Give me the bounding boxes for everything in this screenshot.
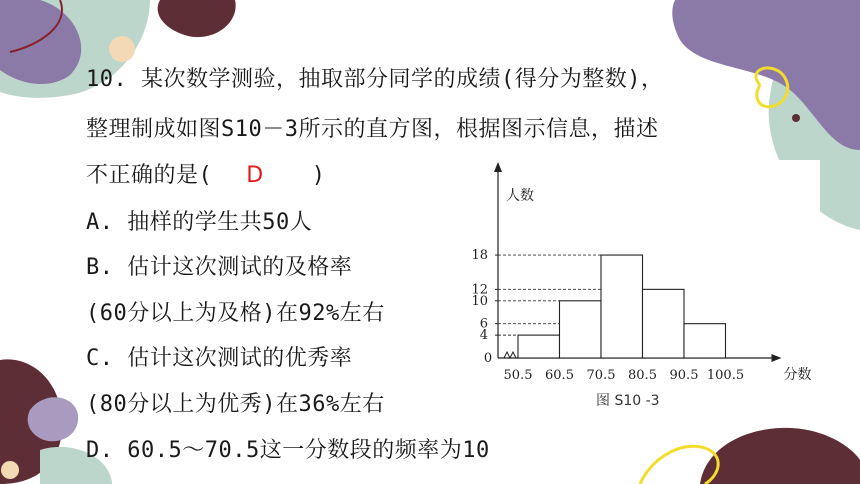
x-tick-label: 90.5 [669,368,699,383]
x-tick-label: 50.5 [503,368,533,383]
figure-caption: 图 S10 -3 [596,393,660,409]
x-axis-arrow [772,354,782,362]
purple-blob-top-right [672,0,860,150]
x-tick-label: 100.5 [706,368,745,383]
option-b-detail: (60分以上为及格)在92%左右 [86,301,385,326]
y-tick-label: 4 [479,328,488,344]
option-d: D. 60.5～70.5这一分数段的频率为10 [86,438,490,463]
peach-dot-top [109,36,135,62]
y-axis-arrow [494,162,502,172]
question-line-2: 整理制成如图S10－3所示的直方图，根据图示信息，描述 [86,117,659,142]
histogram-bar [601,255,643,358]
y-tick-label: 10 [471,293,488,309]
option-a: A. 抽样的学生共50人 [86,210,313,235]
peach-dot-bottom [1,461,19,479]
x-tick-label: 60.5 [545,368,574,383]
histogram-bar [560,301,602,358]
question-line-1: 10. 某次数学测验，抽取部分同学的成绩(得分为整数)， [86,67,664,92]
y-tick-label: 12 [471,282,488,298]
histogram-bar [518,335,560,358]
x-tick-label: 70.5 [586,368,616,383]
histogram-figure [471,160,820,416]
histogram-bar [643,289,685,358]
axis-break-mark [504,352,516,358]
option-b: B. 估计这次测试的及格率 [86,255,353,280]
x-tick-label: 80.5 [628,368,657,383]
y-axis-label: 人数 [506,188,534,204]
y-tick-label: 6 [479,316,488,332]
option-c-detail: (80分以上为优秀)在36%左右 [86,392,385,417]
question-prefix: 不正确的是( [86,163,213,188]
y-tick-label: 18 [471,248,488,264]
answer-text: D [246,163,264,188]
histogram-bar [684,324,726,358]
question-suffix: ) [311,163,326,188]
origin-label: 0 [483,351,493,366]
maroon-blob-top [158,0,236,37]
x-axis-label: 分数 [783,367,812,383]
option-c: C. 估计这次测试的优秀率 [86,346,353,371]
question-line-3 [86,158,325,189]
maroon-blob-bottom-right [700,428,860,484]
maroon-dot-right [792,114,800,122]
histogram-chart [471,160,820,416]
